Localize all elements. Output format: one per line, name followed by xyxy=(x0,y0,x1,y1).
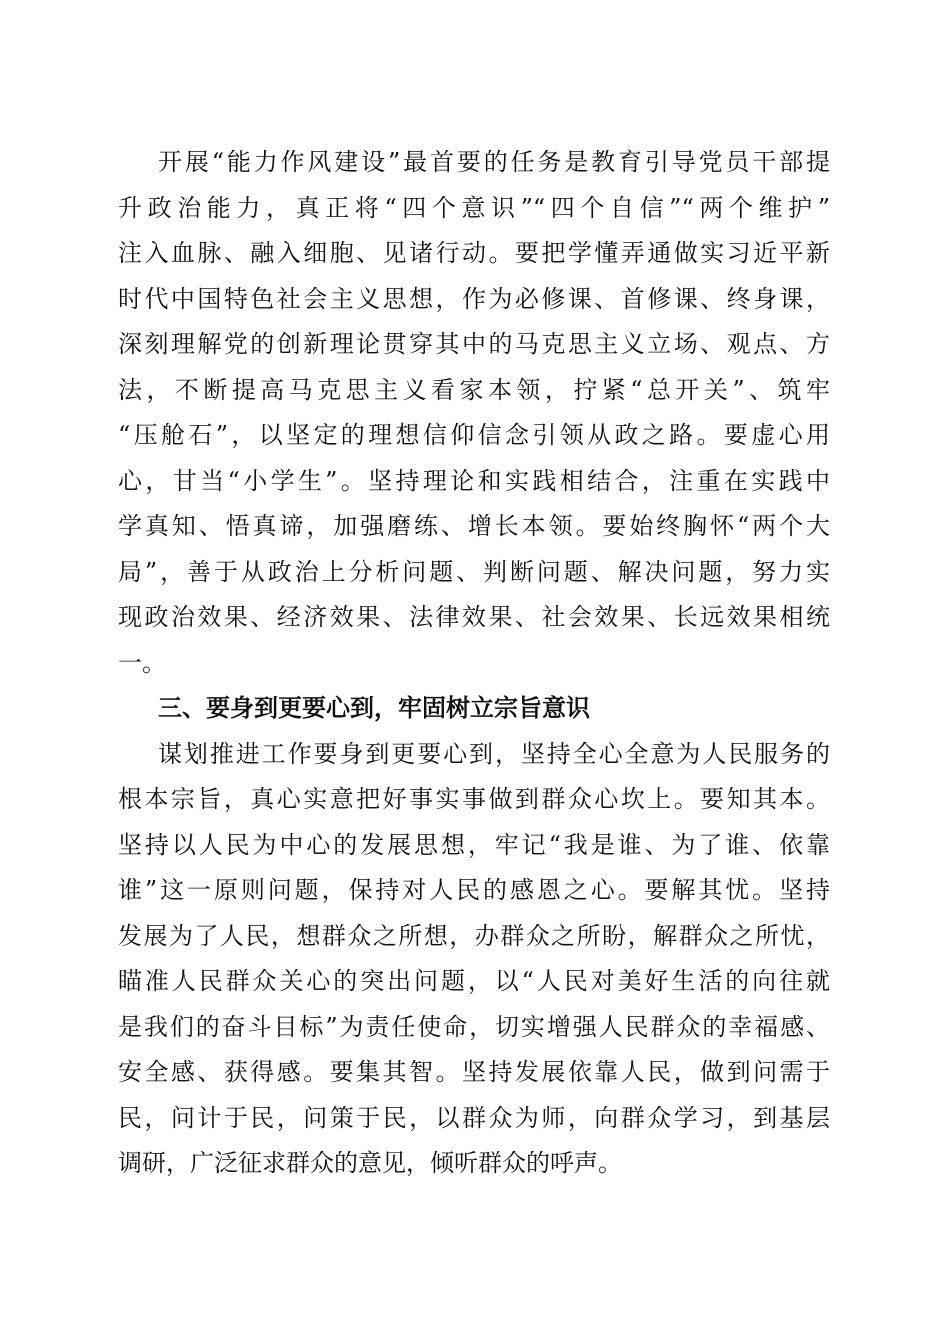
text-line: 局”，善于从政治上分析问题、判断问题、解决问题，努力实 xyxy=(118,557,830,586)
paragraph-people-purpose xyxy=(118,732,830,1187)
text-line: 安全感、获得感。要集其智。坚持发展依靠人民，做到问需于 xyxy=(118,1058,830,1086)
text-line: 深刻理解党的创新理论贯穿其中的马克思主义立场、观点、方 xyxy=(118,330,830,358)
text-line: 一。 xyxy=(118,648,166,677)
paragraph-ability-style xyxy=(118,140,830,686)
text-line: 法，不断提高马克思主义看家本领，拧紧“总开关”、筑牢 xyxy=(118,375,830,404)
section-heading: 三、要身到更要心到，牢固树立宗旨意识 xyxy=(158,694,590,722)
text-line: 谁”这一原则问题，保持对人民的感恩之心。要解其忧。坚持 xyxy=(118,876,830,904)
text-line: 学真知、悟真谛，加强磨练、增长本领。要始终胸怀“两个大 xyxy=(118,512,830,540)
text-line: 瞄准人民群众关心的突出问题，以“人民对美好生活的向往就 xyxy=(118,967,830,995)
text-line: 开展“能力作风建设”最首要的任务是教育引导党员干部提 xyxy=(158,148,830,176)
text-line: 现政治效果、经济效果、法律效果、社会效果、长远效果相统 xyxy=(118,603,830,631)
text-line: 根本宗旨，真心实意把好事实事做到群众心坎上。要知其本。 xyxy=(118,785,830,813)
text-line: 心，甘当“小学生”。坚持理论和实践相结合，注重在实践中 xyxy=(118,466,830,495)
document-body xyxy=(118,140,830,1187)
text-line: 发展为了人民，想群众之所想，办群众之所盼，解群众之所忧， xyxy=(118,921,830,950)
text-line: 时代中国特色社会主义思想，作为必修课、首修课、终身课， xyxy=(118,284,830,313)
text-line: 民，问计于民，问策于民，以群众为师，向群众学习，到基层 xyxy=(118,1103,830,1132)
text-line: 升政治能力，真正将“四个意识”“四个自信”“两个维护” xyxy=(118,193,830,222)
text-line: 谋划推进工作要身到更要心到，坚持全心全意为人民服务的 xyxy=(158,739,830,768)
text-line: “压舱石”，以坚定的理想信仰信念引领从政之路。要虚心用 xyxy=(118,421,830,449)
text-line: 注入血脉、融入细胞、见诸行动。要把学懂弄通做实习近平新 xyxy=(118,239,830,267)
text-line: 是我们的奋斗目标”为责任使命，切实增强人民群众的幸福感、 xyxy=(118,1012,830,1041)
text-line: 坚持以人民为中心的发展思想，牢记“我是谁、为了谁、依靠 xyxy=(118,830,830,859)
text-line: 调研，广泛征求群众的意见，倾听群众的呼声。 xyxy=(118,1149,622,1177)
